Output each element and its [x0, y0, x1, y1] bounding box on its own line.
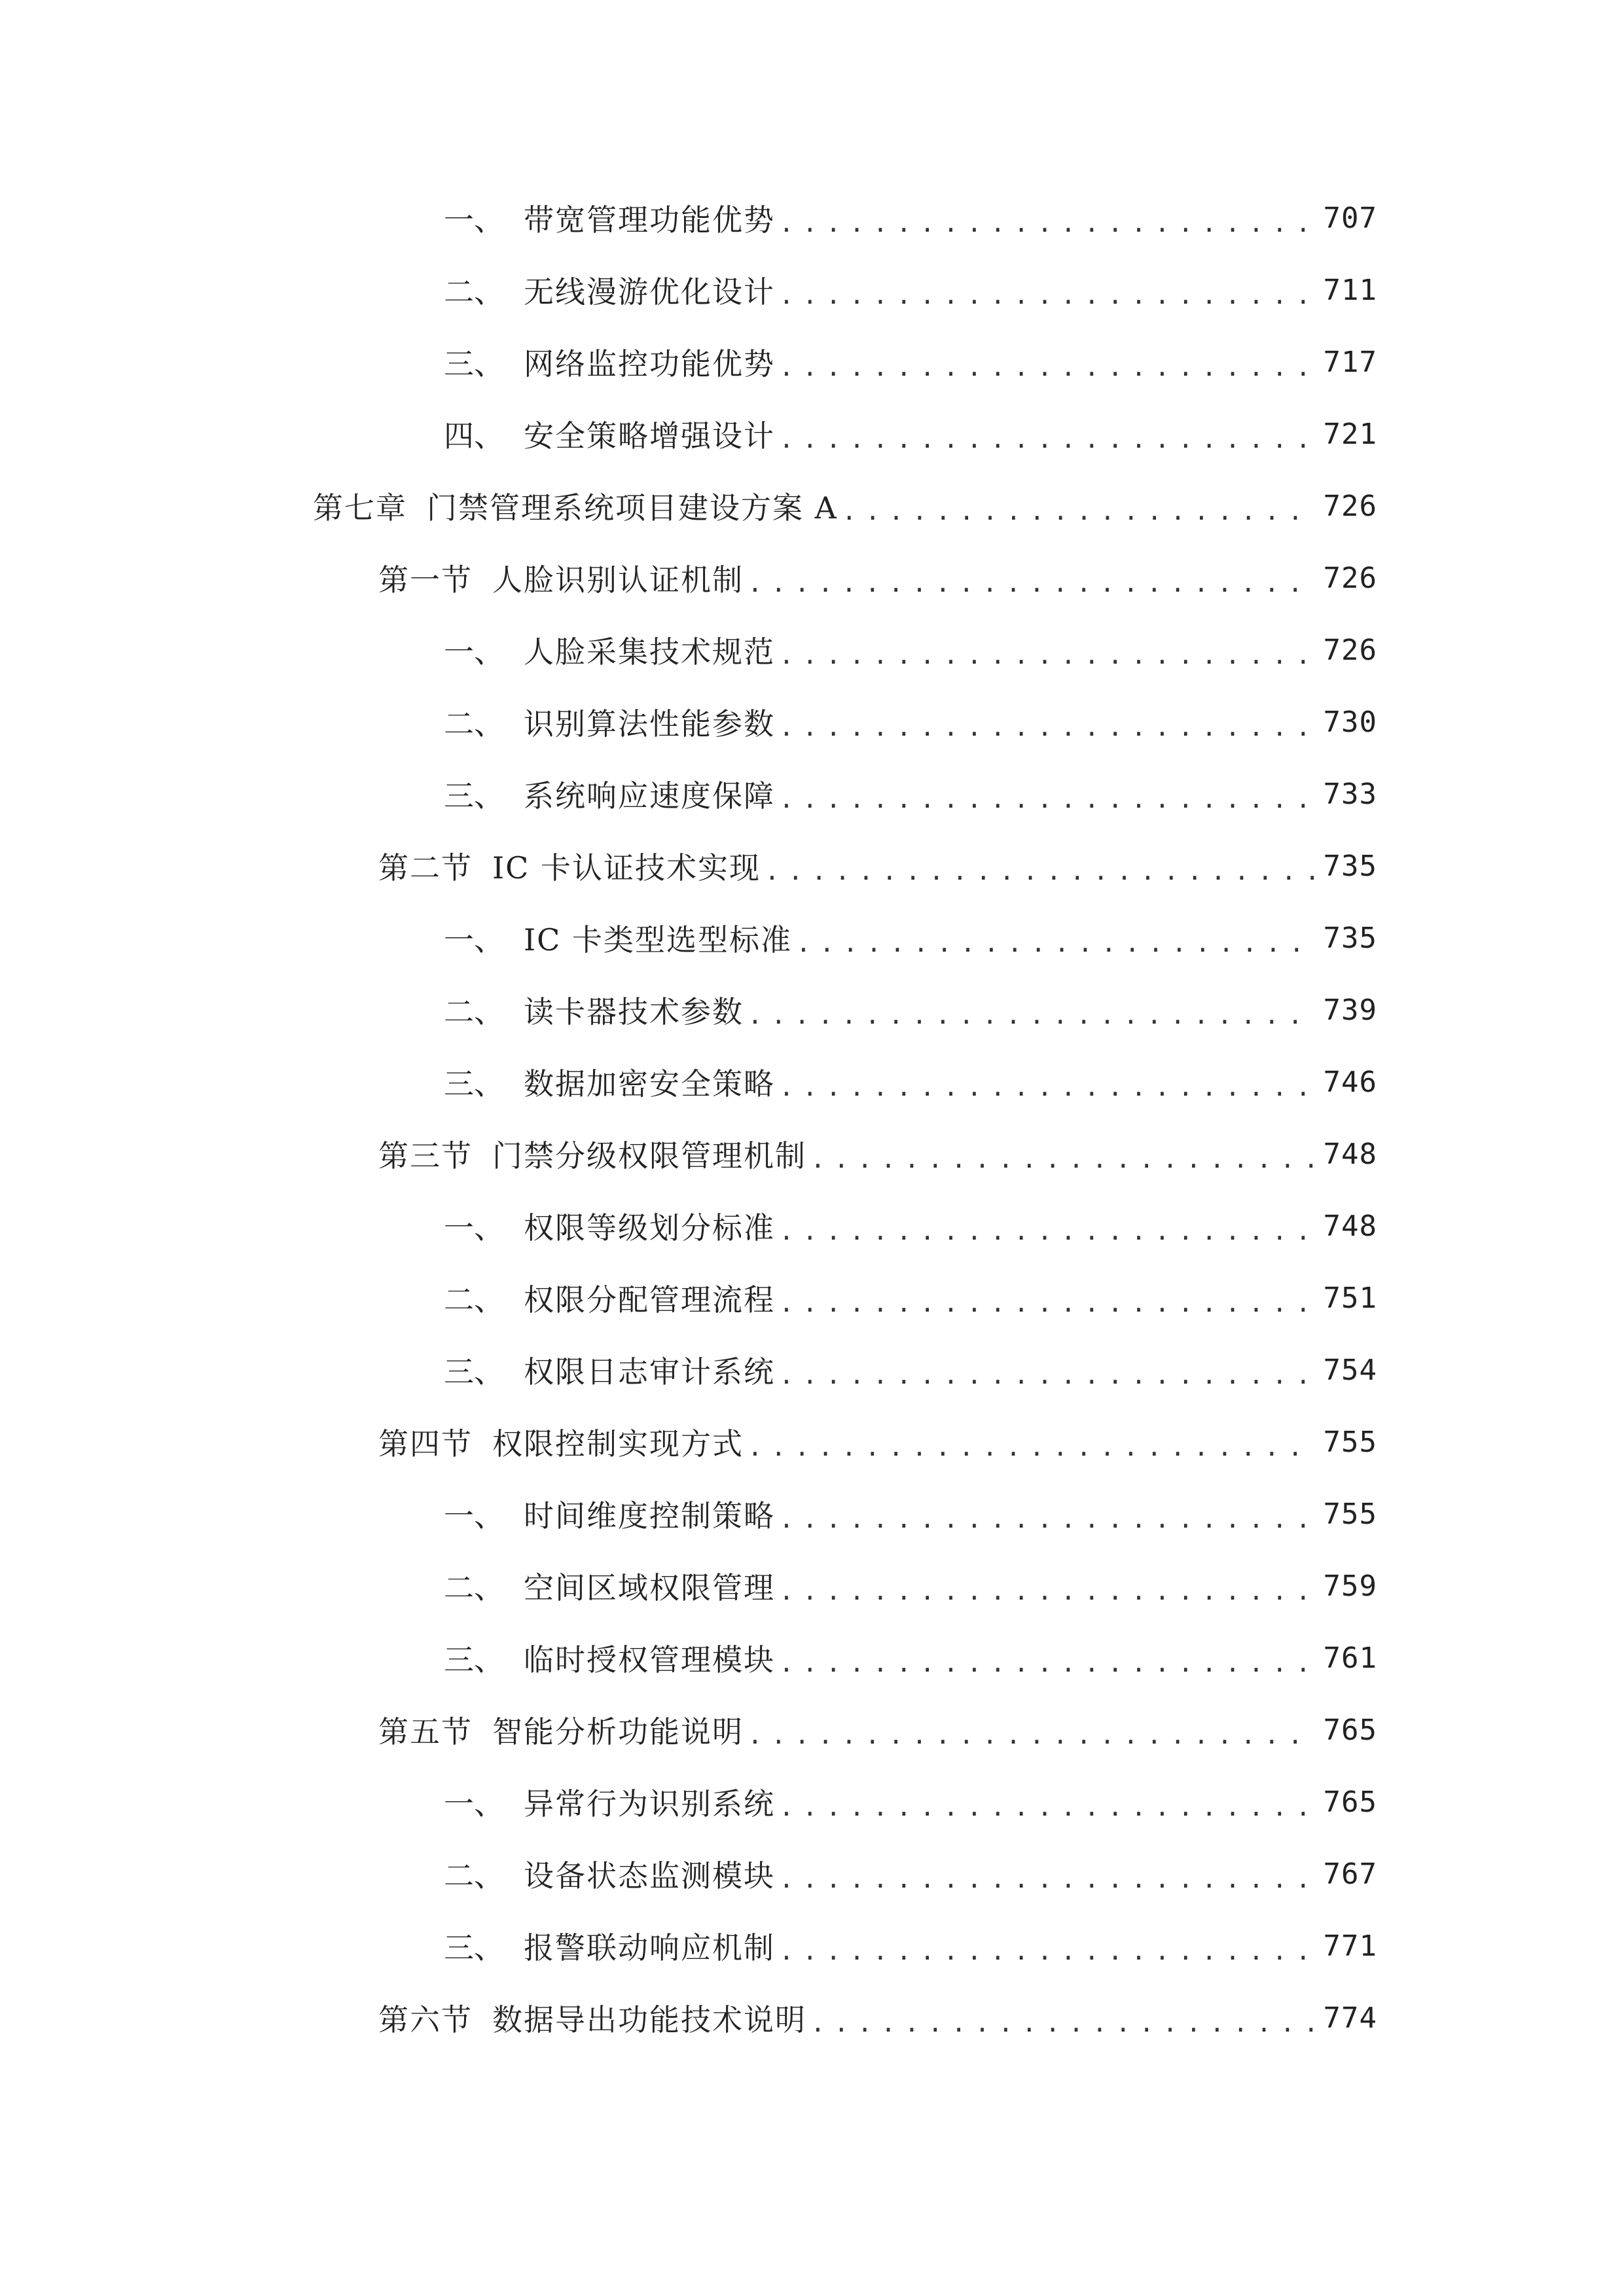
toc-entry-number: 第一节	[378, 562, 473, 598]
toc-entry-number: 三、	[444, 1930, 504, 1965]
toc-dot-leader	[779, 1208, 1314, 1244]
toc-entry[interactable]	[444, 771, 1377, 817]
toc-entry[interactable]	[444, 1347, 1377, 1393]
toc-entry-title: 报警联动响应机制	[524, 1930, 775, 1965]
toc-section-entry[interactable]	[378, 1419, 1377, 1465]
toc-entry-title: 数据导出功能技术说明	[492, 2002, 806, 2037]
toc-page-number: 735	[1323, 921, 1377, 955]
toc-entry[interactable]	[444, 411, 1377, 457]
toc-section-entry[interactable]	[378, 555, 1377, 601]
toc-entry[interactable]	[444, 1563, 1377, 1609]
toc-dot-leader	[748, 1424, 1314, 1460]
toc-entry-number: 二、	[444, 1570, 504, 1605]
toc-chapter-entry[interactable]	[313, 483, 1377, 529]
toc-entry-title: 空间区域权限管理	[524, 1570, 775, 1605]
toc-dot-leader	[796, 920, 1314, 956]
toc-entry-title: 读卡器技术参数	[524, 994, 744, 1030]
toc-entry-title: 权限分配管理流程	[524, 1282, 775, 1318]
toc-entry-title: IC 卡类型选型标准	[524, 922, 792, 958]
toc-entry-number: 一、	[444, 922, 504, 958]
toc-entry-title: 异常行为识别系统	[524, 1786, 775, 1821]
toc-dot-leader	[842, 488, 1314, 524]
toc-entry-title: 人脸识别认证机制	[492, 562, 744, 598]
toc-dot-leader	[779, 272, 1314, 308]
toc-page-number: 711	[1323, 273, 1377, 307]
toc-entry[interactable]	[444, 1491, 1377, 1537]
toc-entry[interactable]	[444, 987, 1377, 1033]
toc-entry-title: 权限日志审计系统	[524, 1354, 775, 1390]
toc-page-number: 771	[1323, 1929, 1377, 1963]
toc-entry-number: 二、	[444, 1282, 504, 1318]
toc-entry-number: 三、	[444, 1642, 504, 1677]
toc-dot-leader	[779, 1856, 1314, 1892]
toc-page-number: 761	[1323, 1641, 1377, 1675]
toc-page-number: 730	[1323, 705, 1377, 739]
toc-entry-number: 第三节	[378, 1138, 473, 1174]
toc-entry-title: 无线漫游优化设计	[524, 274, 775, 310]
toc-dot-leader	[779, 776, 1314, 812]
toc-page-number: 735	[1323, 849, 1377, 883]
toc-entry-number: 二、	[444, 994, 504, 1030]
toc-entry-title: 设备状态监测模块	[524, 1858, 775, 1893]
toc-section-entry[interactable]	[378, 1995, 1377, 2041]
toc-dot-leader	[779, 416, 1314, 452]
toc-entry-number: 三、	[444, 778, 504, 814]
toc-entry[interactable]	[444, 1851, 1377, 1897]
toc-page-number: 739	[1323, 993, 1377, 1027]
toc-entry-title: 智能分析功能说明	[492, 1714, 744, 1749]
toc-page-number: 748	[1323, 1137, 1377, 1171]
toc-page-number: 751	[1323, 1281, 1377, 1315]
toc-page-number: 774	[1323, 2001, 1377, 2035]
toc-entry[interactable]	[444, 1779, 1377, 1825]
toc-dot-leader	[765, 848, 1314, 884]
toc-entry-number: 三、	[444, 346, 504, 382]
toc-dot-leader	[779, 1640, 1314, 1676]
toc-dot-leader	[748, 992, 1314, 1028]
toc-entry-number: 第七章	[313, 490, 407, 526]
toc-dot-leader	[779, 1280, 1314, 1316]
toc-dot-leader	[779, 704, 1314, 740]
toc-entry-title: 权限控制实现方式	[492, 1426, 744, 1462]
toc-dot-leader	[748, 1712, 1314, 1748]
toc-entry-title: 时间维度控制策略	[524, 1498, 775, 1534]
toc-section-entry[interactable]	[378, 1131, 1377, 1177]
toc-page-number: 733	[1323, 777, 1377, 811]
toc-entry-title: 带宽管理功能优势	[524, 202, 775, 238]
toc-dot-leader	[779, 1064, 1314, 1100]
toc-entry-number: 二、	[444, 1858, 504, 1893]
toc-page-number: 767	[1323, 1857, 1377, 1891]
toc-page-number: 707	[1323, 201, 1377, 235]
toc-entry[interactable]	[444, 1275, 1377, 1321]
toc-entry-number: 一、	[444, 1786, 504, 1821]
toc-entry-number: 第四节	[378, 1426, 473, 1462]
toc-page-number: 755	[1323, 1497, 1377, 1531]
toc-page-number: 717	[1323, 345, 1377, 379]
toc-entry[interactable]	[444, 339, 1377, 385]
toc-dot-leader	[810, 2000, 1314, 2036]
toc-entry-title: 识别算法性能参数	[524, 706, 775, 742]
toc-page-number: 721	[1323, 417, 1377, 451]
toc-entry-number: 一、	[444, 1498, 504, 1534]
toc-entry-title: IC 卡认证技术实现	[492, 850, 761, 886]
toc-entry[interactable]	[444, 1923, 1377, 1969]
toc-page-number: 726	[1323, 489, 1377, 523]
toc-entry-title: 网络监控功能优势	[524, 346, 775, 382]
toc-dot-leader	[779, 1928, 1314, 1964]
toc-entry-number: 一、	[444, 1210, 504, 1246]
toc-entry[interactable]	[444, 195, 1377, 241]
toc-entry[interactable]	[444, 915, 1377, 961]
toc-dot-leader	[779, 1352, 1314, 1388]
toc-entry-title: 安全策略增强设计	[524, 418, 775, 454]
toc-dot-leader	[748, 560, 1314, 596]
toc-dot-leader	[810, 1136, 1314, 1172]
toc-entry-number: 第二节	[378, 850, 473, 886]
toc-entry-number: 第五节	[378, 1714, 473, 1749]
toc-entry-number: 三、	[444, 1354, 504, 1390]
toc-section-entry[interactable]	[378, 843, 1377, 889]
toc-dot-leader	[779, 1568, 1314, 1604]
toc-entry[interactable]	[444, 267, 1377, 313]
toc-dot-leader	[779, 1496, 1314, 1532]
toc-page-number: 765	[1323, 1713, 1377, 1747]
toc-page-number: 755	[1323, 1425, 1377, 1459]
toc-page-number: 765	[1323, 1785, 1377, 1819]
toc-dot-leader	[779, 344, 1314, 380]
toc-entry-number: 第六节	[378, 2002, 473, 2037]
toc-page-number: 726	[1323, 633, 1377, 667]
toc-entry[interactable]	[444, 1203, 1377, 1249]
toc-page-number: 748	[1323, 1209, 1377, 1243]
toc-entry-title: 人脸采集技术规范	[524, 634, 775, 670]
toc-page-number: 759	[1323, 1569, 1377, 1603]
toc-entry-number: 三、	[444, 1066, 504, 1102]
toc-entry[interactable]	[444, 699, 1377, 745]
toc-entry-title: 数据加密安全策略	[524, 1066, 775, 1102]
toc-entry-number: 四、	[444, 418, 504, 454]
toc-entry-title: 临时授权管理模块	[524, 1642, 775, 1677]
toc-entry-title: 系统响应速度保障	[524, 778, 775, 814]
toc-entry-number: 二、	[444, 274, 504, 310]
toc-entry-number: 一、	[444, 202, 504, 238]
toc-page-number: 754	[1323, 1353, 1377, 1387]
toc-dot-leader	[779, 200, 1314, 236]
toc-entry-title: 门禁分级权限管理机制	[492, 1138, 806, 1174]
toc-page-number: 746	[1323, 1065, 1377, 1099]
toc-dot-leader	[779, 632, 1314, 668]
toc-entry-title: 门禁管理系统项目建设方案 A	[427, 490, 838, 526]
toc-entry[interactable]	[444, 627, 1377, 673]
toc-section-entry[interactable]	[378, 1707, 1377, 1753]
toc-entry-number: 二、	[444, 706, 504, 742]
toc-dot-leader	[779, 1784, 1314, 1820]
toc-entry[interactable]	[444, 1059, 1377, 1105]
toc-entry-number: 一、	[444, 634, 504, 670]
toc-entry[interactable]	[444, 1635, 1377, 1681]
toc-entry-title: 权限等级划分标准	[524, 1210, 775, 1246]
toc-page-number: 726	[1323, 561, 1377, 595]
